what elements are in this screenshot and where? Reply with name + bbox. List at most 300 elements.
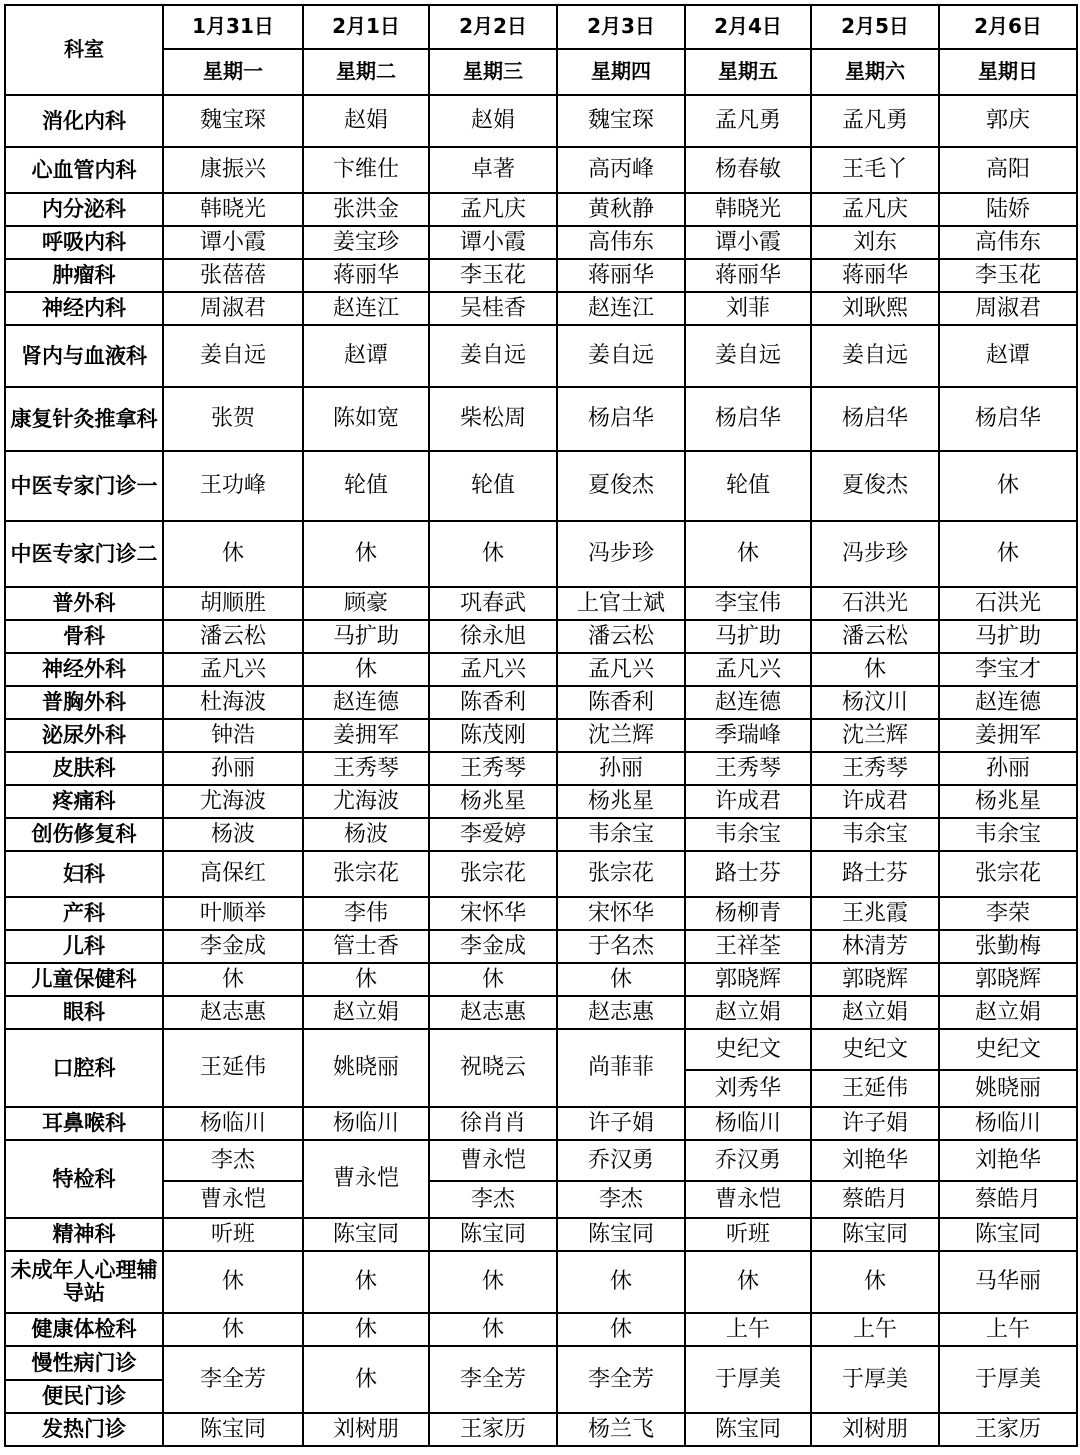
doctor-cell: 王功峰 xyxy=(163,451,303,521)
doctor-cell: 谭小霞 xyxy=(685,226,811,259)
table-row xyxy=(5,387,1077,451)
dept-name: 肿瘤科 xyxy=(5,259,163,292)
date-header: 1月31日 xyxy=(163,5,303,49)
doctor-cell: 李金成 xyxy=(163,930,303,963)
doctor-cell: 曹永恺 xyxy=(685,1181,811,1218)
doctor-cell: 徐肖肖 xyxy=(429,1107,557,1140)
doctor-cell: 谭小霞 xyxy=(163,226,303,259)
doctor-cell: 杨兆星 xyxy=(557,785,685,818)
doctor-cell: 赵连江 xyxy=(303,292,429,325)
doctor-cell: 杨汶川 xyxy=(811,686,939,719)
date-header: 2月5日 xyxy=(811,5,939,49)
table-row xyxy=(5,587,1077,620)
doctor-cell: 郭晓辉 xyxy=(939,963,1077,996)
doctor-cell: 杨兰飞 xyxy=(557,1413,685,1446)
doctor-cell: 姜宝珍 xyxy=(303,226,429,259)
dept-header: 科室 xyxy=(5,5,163,95)
doctor-cell: 李玉花 xyxy=(939,259,1077,292)
doctor-cell: 张宗花 xyxy=(939,851,1077,897)
dept-name: 泌尿外科 xyxy=(5,719,163,752)
dept-name: 未成年人心理辅导站 xyxy=(5,1251,163,1313)
doctor-cell: 刘树朋 xyxy=(303,1413,429,1446)
doctor-cell: 李杰 xyxy=(429,1181,557,1218)
doctor-cell: 杨春敏 xyxy=(685,147,811,193)
doctor-cell: 郭晓辉 xyxy=(685,963,811,996)
doctor-cell: 休 xyxy=(303,1251,429,1313)
doctor-cell: 李杰 xyxy=(163,1140,303,1181)
doctor-cell: 周淑君 xyxy=(163,292,303,325)
dept-name: 中医专家门诊二 xyxy=(5,521,163,587)
doctor-cell: 马扩助 xyxy=(685,620,811,653)
table-row xyxy=(5,1346,1077,1380)
dept-name: 康复针灸推拿科 xyxy=(5,387,163,451)
doctor-cell: 孟凡勇 xyxy=(685,95,811,147)
doctor-cell: 黄秋静 xyxy=(557,193,685,226)
doctor-cell: 休 xyxy=(163,1251,303,1313)
doctor-cell: 休 xyxy=(557,963,685,996)
table-row xyxy=(5,1218,1077,1251)
doctor-cell: 姚晓丽 xyxy=(939,1070,1077,1107)
doctor-cell: 张蓓蓓 xyxy=(163,259,303,292)
doctor-cell: 陈如宽 xyxy=(303,387,429,451)
doctor-cell: 休 xyxy=(685,521,811,587)
doctor-cell: 祝晓云 xyxy=(429,1029,557,1107)
doctor-cell: 王延伟 xyxy=(811,1070,939,1107)
doctor-cell: 李宝伟 xyxy=(685,587,811,620)
doctor-cell: 于厚美 xyxy=(685,1346,811,1413)
dept-name: 神经外科 xyxy=(5,653,163,686)
doctor-cell: 杨临川 xyxy=(303,1107,429,1140)
doctor-cell: 赵谭 xyxy=(939,325,1077,387)
doctor-cell: 乔汉勇 xyxy=(557,1140,685,1181)
doctor-cell: 刘秀华 xyxy=(685,1070,811,1107)
doctor-cell: 赵连德 xyxy=(939,686,1077,719)
doctor-cell: 高保红 xyxy=(163,851,303,897)
doctor-cell: 杨波 xyxy=(303,818,429,851)
doctor-cell: 姜自远 xyxy=(685,325,811,387)
doctor-cell: 史纪文 xyxy=(685,1029,811,1070)
doctor-cell: 路士芬 xyxy=(811,851,939,897)
dept-name: 产科 xyxy=(5,897,163,930)
doctor-cell: 钟浩 xyxy=(163,719,303,752)
duty-schedule-table xyxy=(4,4,1078,1447)
doctor-cell: 姜自远 xyxy=(811,325,939,387)
doctor-cell: 吴桂香 xyxy=(429,292,557,325)
doctor-cell: 魏宝琛 xyxy=(163,95,303,147)
doctor-cell: 陈宝同 xyxy=(685,1413,811,1446)
doctor-cell: 李全芳 xyxy=(163,1346,303,1413)
doctor-cell: 季瑞峰 xyxy=(685,719,811,752)
doctor-cell: 路士芬 xyxy=(685,851,811,897)
doctor-cell: 管士香 xyxy=(303,930,429,963)
doctor-cell: 宋怀华 xyxy=(429,897,557,930)
table-row xyxy=(5,1313,1077,1346)
date-header: 2月2日 xyxy=(429,5,557,49)
doctor-cell: 高伟东 xyxy=(939,226,1077,259)
doctor-cell: 曹永恺 xyxy=(429,1140,557,1181)
doctor-cell: 郭晓辉 xyxy=(811,963,939,996)
doctor-cell: 潘云松 xyxy=(557,620,685,653)
doctor-cell: 夏俊杰 xyxy=(811,451,939,521)
table-row xyxy=(5,1029,1077,1070)
doctor-cell: 杨临川 xyxy=(163,1107,303,1140)
doctor-cell: 休 xyxy=(303,1313,429,1346)
doctor-cell: 休 xyxy=(163,521,303,587)
doctor-cell: 林清芳 xyxy=(811,930,939,963)
dept-name: 皮肤科 xyxy=(5,752,163,785)
doctor-cell: 赵立娟 xyxy=(303,996,429,1029)
dept-name: 妇科 xyxy=(5,851,163,897)
doctor-cell: 韩晓光 xyxy=(685,193,811,226)
doctor-cell: 杨兆星 xyxy=(429,785,557,818)
weekday-header: 星期日 xyxy=(939,49,1077,95)
doctor-cell: 休 xyxy=(429,1313,557,1346)
doctor-cell: 刘树朋 xyxy=(811,1413,939,1446)
weekday-header: 星期三 xyxy=(429,49,557,95)
doctor-cell: 魏宝琛 xyxy=(557,95,685,147)
doctor-cell: 休 xyxy=(429,1251,557,1313)
doctor-cell: 尚菲菲 xyxy=(557,1029,685,1107)
doctor-cell: 尤海波 xyxy=(303,785,429,818)
doctor-cell: 听班 xyxy=(163,1218,303,1251)
doctor-cell: 郭庆 xyxy=(939,95,1077,147)
weekday-header: 星期六 xyxy=(811,49,939,95)
doctor-cell: 李全芳 xyxy=(557,1346,685,1413)
date-header: 2月3日 xyxy=(557,5,685,49)
doctor-cell: 巩春武 xyxy=(429,587,557,620)
doctor-cell: 高丙峰 xyxy=(557,147,685,193)
doctor-cell: 叶顺举 xyxy=(163,897,303,930)
doctor-cell: 陈宝同 xyxy=(429,1218,557,1251)
doctor-cell: 高阳 xyxy=(939,147,1077,193)
doctor-cell: 李荣 xyxy=(939,897,1077,930)
doctor-cell: 杨启华 xyxy=(811,387,939,451)
doctor-cell: 马华丽 xyxy=(939,1251,1077,1313)
doctor-cell: 马扩助 xyxy=(303,620,429,653)
doctor-cell: 周淑君 xyxy=(939,292,1077,325)
table-row xyxy=(5,620,1077,653)
doctor-cell: 赵娟 xyxy=(303,95,429,147)
doctor-cell: 休 xyxy=(303,963,429,996)
table-row xyxy=(5,719,1077,752)
doctor-cell: 顾豪 xyxy=(303,587,429,620)
doctor-cell: 韦余宝 xyxy=(811,818,939,851)
table-row xyxy=(5,147,1077,193)
doctor-cell: 休 xyxy=(163,1313,303,1346)
doctor-cell: 赵谭 xyxy=(303,325,429,387)
doctor-cell: 许成君 xyxy=(811,785,939,818)
doctor-cell: 曹永恺 xyxy=(163,1181,303,1218)
dept-name: 神经内科 xyxy=(5,292,163,325)
doctor-cell: 李杰 xyxy=(557,1181,685,1218)
table-row xyxy=(5,451,1077,521)
doctor-cell: 刘艳华 xyxy=(811,1140,939,1181)
doctor-cell: 高伟东 xyxy=(557,226,685,259)
doctor-cell: 赵立娟 xyxy=(685,996,811,1029)
doctor-cell: 于厚美 xyxy=(811,1346,939,1413)
doctor-cell: 胡顺胜 xyxy=(163,587,303,620)
dept-name: 中医专家门诊一 xyxy=(5,451,163,521)
doctor-cell: 杨兆星 xyxy=(939,785,1077,818)
table-row xyxy=(5,963,1077,996)
table-row xyxy=(5,897,1077,930)
dept-name: 儿科 xyxy=(5,930,163,963)
doctor-cell: 李金成 xyxy=(429,930,557,963)
doctor-cell: 上官士斌 xyxy=(557,587,685,620)
doctor-cell: 蒋丽华 xyxy=(811,259,939,292)
doctor-cell: 王家历 xyxy=(429,1413,557,1446)
doctor-cell: 赵立娟 xyxy=(811,996,939,1029)
doctor-cell: 韦余宝 xyxy=(557,818,685,851)
doctor-cell: 陈香利 xyxy=(429,686,557,719)
doctor-cell: 卞维仕 xyxy=(303,147,429,193)
doctor-cell: 王延伟 xyxy=(163,1029,303,1107)
doctor-cell: 陈香利 xyxy=(557,686,685,719)
doctor-cell: 孟凡庆 xyxy=(429,193,557,226)
table-row xyxy=(5,1140,1077,1181)
doctor-cell: 柴松周 xyxy=(429,387,557,451)
doctor-cell: 赵立娟 xyxy=(939,996,1077,1029)
doctor-cell: 刘东 xyxy=(811,226,939,259)
doctor-cell: 赵连德 xyxy=(685,686,811,719)
dept-name: 骨科 xyxy=(5,620,163,653)
dept-name: 特检科 xyxy=(5,1140,163,1218)
weekday-header: 星期五 xyxy=(685,49,811,95)
table-row xyxy=(5,1107,1077,1140)
doctor-cell: 杨柳青 xyxy=(685,897,811,930)
doctor-cell: 宋怀华 xyxy=(557,897,685,930)
doctor-cell: 张贺 xyxy=(163,387,303,451)
doctor-cell: 康振兴 xyxy=(163,147,303,193)
doctor-cell: 许成君 xyxy=(685,785,811,818)
table-row xyxy=(5,292,1077,325)
doctor-cell: 休 xyxy=(811,653,939,686)
table-row xyxy=(5,686,1077,719)
doctor-cell: 王毛丫 xyxy=(811,147,939,193)
doctor-cell: 陈宝同 xyxy=(811,1218,939,1251)
doctor-cell: 刘艳华 xyxy=(939,1140,1077,1181)
dept-name: 发热门诊 xyxy=(5,1413,163,1446)
doctor-cell: 谭小霞 xyxy=(429,226,557,259)
doctor-cell: 夏俊杰 xyxy=(557,451,685,521)
doctor-cell: 冯步珍 xyxy=(557,521,685,587)
dept-name: 呼吸内科 xyxy=(5,226,163,259)
table-row xyxy=(5,851,1077,897)
doctor-cell: 冯步珍 xyxy=(811,521,939,587)
doctor-cell: 休 xyxy=(303,521,429,587)
table-row xyxy=(5,785,1077,818)
doctor-cell: 韦余宝 xyxy=(685,818,811,851)
date-header: 2月1日 xyxy=(303,5,429,49)
doctor-cell: 王兆霞 xyxy=(811,897,939,930)
doctor-cell: 李宝才 xyxy=(939,653,1077,686)
doctor-cell: 杨启华 xyxy=(557,387,685,451)
dept-name: 精神科 xyxy=(5,1218,163,1251)
doctor-cell: 孙丽 xyxy=(163,752,303,785)
doctor-cell: 休 xyxy=(429,963,557,996)
dept-name: 儿童保健科 xyxy=(5,963,163,996)
doctor-cell: 孙丽 xyxy=(557,752,685,785)
table-row xyxy=(5,1181,1077,1218)
weekday-header: 星期二 xyxy=(303,49,429,95)
doctor-cell: 李爱婷 xyxy=(429,818,557,851)
doctor-cell: 赵志惠 xyxy=(163,996,303,1029)
doctor-cell: 李全芳 xyxy=(429,1346,557,1413)
table-row xyxy=(5,1413,1077,1446)
doctor-cell: 史纪文 xyxy=(939,1029,1077,1070)
doctor-cell: 尤海波 xyxy=(163,785,303,818)
doctor-cell: 休 xyxy=(811,1251,939,1313)
doctor-cell: 孟凡兴 xyxy=(557,653,685,686)
doctor-cell: 姜自远 xyxy=(557,325,685,387)
doctor-cell: 蒋丽华 xyxy=(685,259,811,292)
dept-name: 消化内科 xyxy=(5,95,163,147)
doctor-cell: 赵志惠 xyxy=(557,996,685,1029)
doctor-cell: 石洪光 xyxy=(811,587,939,620)
dept-name: 创伤修复科 xyxy=(5,818,163,851)
table-row xyxy=(5,521,1077,587)
doctor-cell: 休 xyxy=(939,521,1077,587)
doctor-cell: 刘耿熙 xyxy=(811,292,939,325)
dept-name: 眼科 xyxy=(5,996,163,1029)
table-row xyxy=(5,1251,1077,1313)
date-header: 2月6日 xyxy=(939,5,1077,49)
doctor-cell: 王祥荃 xyxy=(685,930,811,963)
doctor-cell: 张勤梅 xyxy=(939,930,1077,963)
doctor-cell: 赵娟 xyxy=(429,95,557,147)
doctor-cell: 轮值 xyxy=(685,451,811,521)
doctor-cell: 孟凡兴 xyxy=(163,653,303,686)
doctor-cell: 赵志惠 xyxy=(429,996,557,1029)
doctor-cell: 孟凡勇 xyxy=(811,95,939,147)
doctor-cell: 杨启华 xyxy=(939,387,1077,451)
doctor-cell: 上午 xyxy=(685,1313,811,1346)
doctor-cell: 许子娟 xyxy=(557,1107,685,1140)
doctor-cell: 许子娟 xyxy=(811,1107,939,1140)
doctor-cell: 李玉花 xyxy=(429,259,557,292)
table-row xyxy=(5,193,1077,226)
doctor-cell: 潘云松 xyxy=(811,620,939,653)
doctor-cell: 姜拥军 xyxy=(939,719,1077,752)
doctor-cell: 曹永恺 xyxy=(303,1140,429,1218)
doctor-cell: 杨临川 xyxy=(939,1107,1077,1140)
table-row xyxy=(5,259,1077,292)
doctor-cell: 听班 xyxy=(685,1218,811,1251)
doctor-cell: 孟凡庆 xyxy=(811,193,939,226)
doctor-cell: 上午 xyxy=(811,1313,939,1346)
doctor-cell: 张宗花 xyxy=(429,851,557,897)
doctor-cell: 于厚美 xyxy=(939,1346,1077,1413)
table-row xyxy=(5,226,1077,259)
table-row xyxy=(5,752,1077,785)
weekday-header: 星期四 xyxy=(557,49,685,95)
doctor-cell: 王秀琴 xyxy=(303,752,429,785)
doctor-cell: 李伟 xyxy=(303,897,429,930)
doctor-cell: 蒋丽华 xyxy=(557,259,685,292)
doctor-cell: 姚晓丽 xyxy=(303,1029,429,1107)
doctor-cell: 卓著 xyxy=(429,147,557,193)
doctor-cell: 杨启华 xyxy=(685,387,811,451)
dept-name: 普外科 xyxy=(5,587,163,620)
table-row xyxy=(5,5,1077,49)
table-row xyxy=(5,653,1077,686)
dept-name: 耳鼻喉科 xyxy=(5,1107,163,1140)
doctor-cell: 陈宝同 xyxy=(303,1218,429,1251)
weekday-header: 星期一 xyxy=(163,49,303,95)
doctor-cell: 蔡皓月 xyxy=(811,1181,939,1218)
dept-name: 慢性病门诊 xyxy=(5,1346,163,1380)
table-row xyxy=(5,325,1077,387)
table-row xyxy=(5,818,1077,851)
doctor-cell: 陈宝同 xyxy=(939,1218,1077,1251)
dept-name: 肾内与血液科 xyxy=(5,325,163,387)
doctor-cell: 休 xyxy=(557,1313,685,1346)
doctor-cell: 乔汉勇 xyxy=(685,1140,811,1181)
table-row xyxy=(5,49,1077,95)
dept-name: 普胸外科 xyxy=(5,686,163,719)
doctor-cell: 轮值 xyxy=(429,451,557,521)
doctor-cell: 休 xyxy=(163,963,303,996)
doctor-cell: 王秀琴 xyxy=(685,752,811,785)
doctor-cell: 杨临川 xyxy=(685,1107,811,1140)
doctor-cell: 陈宝同 xyxy=(557,1218,685,1251)
doctor-cell: 上午 xyxy=(939,1313,1077,1346)
doctor-cell: 杨波 xyxy=(163,818,303,851)
dept-name: 内分泌科 xyxy=(5,193,163,226)
doctor-cell: 石洪光 xyxy=(939,587,1077,620)
doctor-cell: 蔡皓月 xyxy=(939,1181,1077,1218)
doctor-cell: 张洪金 xyxy=(303,193,429,226)
doctor-cell: 陆娇 xyxy=(939,193,1077,226)
doctor-cell: 赵连德 xyxy=(303,686,429,719)
doctor-cell: 刘菲 xyxy=(685,292,811,325)
doctor-cell: 史纪文 xyxy=(811,1029,939,1070)
doctor-cell: 张宗花 xyxy=(557,851,685,897)
doctor-cell: 于名杰 xyxy=(557,930,685,963)
doctor-cell: 姜自远 xyxy=(429,325,557,387)
doctor-cell: 休 xyxy=(685,1251,811,1313)
doctor-cell: 韩晓光 xyxy=(163,193,303,226)
doctor-cell: 姜拥军 xyxy=(303,719,429,752)
doctor-cell: 张宗花 xyxy=(303,851,429,897)
table-row xyxy=(5,996,1077,1029)
doctor-cell: 沈兰辉 xyxy=(811,719,939,752)
doctor-cell: 王家历 xyxy=(939,1413,1077,1446)
dept-name: 口腔科 xyxy=(5,1029,163,1107)
doctor-cell: 陈茂刚 xyxy=(429,719,557,752)
doctor-cell: 徐永旭 xyxy=(429,620,557,653)
doctor-cell: 马扩助 xyxy=(939,620,1077,653)
doctor-cell: 孟凡兴 xyxy=(429,653,557,686)
doctor-cell: 休 xyxy=(303,653,429,686)
doctor-cell: 休 xyxy=(303,1346,429,1413)
doctor-cell: 沈兰辉 xyxy=(557,719,685,752)
doctor-cell: 蒋丽华 xyxy=(303,259,429,292)
doctor-cell: 轮值 xyxy=(303,451,429,521)
doctor-cell: 姜自远 xyxy=(163,325,303,387)
doctor-cell: 王秀琴 xyxy=(429,752,557,785)
dept-name: 健康体检科 xyxy=(5,1313,163,1346)
doctor-cell: 韦余宝 xyxy=(939,818,1077,851)
date-header: 2月4日 xyxy=(685,5,811,49)
doctor-cell: 孟凡兴 xyxy=(685,653,811,686)
doctor-cell: 陈宝同 xyxy=(163,1413,303,1446)
doctor-cell: 休 xyxy=(557,1251,685,1313)
dept-name: 疼痛科 xyxy=(5,785,163,818)
doctor-cell: 赵连江 xyxy=(557,292,685,325)
doctor-cell: 休 xyxy=(429,521,557,587)
doctor-cell: 孙丽 xyxy=(939,752,1077,785)
